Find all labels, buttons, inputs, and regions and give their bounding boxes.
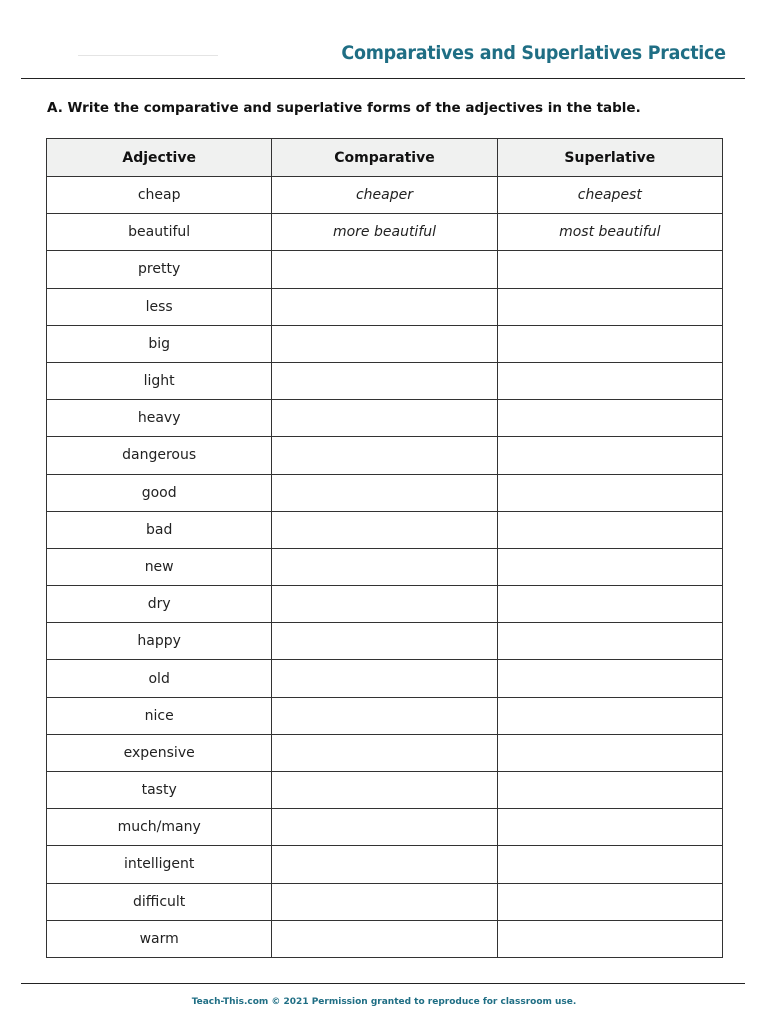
adjective-cell: light [47,362,272,399]
superlative-cell[interactable] [497,660,722,697]
comparative-cell[interactable] [272,920,497,957]
superlative-cell[interactable] [497,772,722,809]
comparative-cell[interactable] [272,325,497,362]
superlative-cell[interactable] [497,697,722,734]
comparative-cell[interactable] [272,586,497,623]
adjective-cell: less [47,288,272,325]
comparative-cell[interactable]: cheaper [272,177,497,214]
superlative-cell[interactable] [497,400,722,437]
table-row [47,920,723,957]
superlative-cell[interactable] [497,846,722,883]
adjective-cell: beautiful [47,214,272,251]
superlative-cell[interactable] [497,548,722,585]
superlative-cell[interactable] [497,325,722,362]
table-header-row [47,139,723,177]
adjective-cell: big [47,325,272,362]
superlative-cell[interactable] [497,883,722,920]
table-row [47,437,723,474]
column-header-adjective: Adjective [47,139,272,177]
logo-placeholder [78,55,218,56]
superlative-cell[interactable] [497,586,722,623]
superlative-cell[interactable] [497,809,722,846]
table-body [47,177,723,958]
adjective-cell: pretty [47,251,272,288]
adjective-cell: cheap [47,177,272,214]
comparative-cell[interactable] [272,548,497,585]
adjective-cell: expensive [47,734,272,771]
table-row [47,883,723,920]
exercise-instruction: A. Write the comparative and superlative forms of the adjectives in the table. [47,100,641,116]
footer-copyright: Teach-This.com © 2021 Permission granted to reproduce for classroom use. [191,997,577,1007]
adjective-cell: difficult [47,883,272,920]
table-row [47,772,723,809]
adjective-cell: warm [47,920,272,957]
table-row [47,177,723,214]
table-row [47,846,723,883]
adjective-cell: heavy [47,400,272,437]
adjective-cell: happy [47,623,272,660]
adjective-cell: old [47,660,272,697]
adjective-table [46,138,723,958]
comparative-cell[interactable] [272,772,497,809]
table-row [47,511,723,548]
column-header-comparative: Comparative [272,139,497,177]
table-row [47,251,723,288]
comparative-cell[interactable] [272,474,497,511]
comparative-cell[interactable] [272,288,497,325]
adjective-cell: nice [47,697,272,734]
adjective-cell: good [47,474,272,511]
table-row [47,660,723,697]
table-row [47,697,723,734]
adjective-cell: much/many [47,809,272,846]
table-row [47,400,723,437]
comparative-cell[interactable] [272,697,497,734]
comparative-cell[interactable] [272,437,497,474]
superlative-cell[interactable] [497,734,722,771]
page-title: Comparatives and Superlatives Practice [341,42,726,64]
table-row [47,288,723,325]
table-row [47,362,723,399]
comparative-cell[interactable] [272,511,497,548]
comparative-cell[interactable] [272,362,497,399]
comparative-cell[interactable]: more beautiful [272,214,497,251]
comparative-cell[interactable] [272,846,497,883]
adjective-cell: dry [47,586,272,623]
table-row [47,325,723,362]
comparative-cell[interactable] [272,400,497,437]
table-row [47,734,723,771]
superlative-cell[interactable]: cheapest [497,177,722,214]
footer-divider [21,983,745,984]
comparative-cell[interactable] [272,809,497,846]
comparative-cell[interactable] [272,883,497,920]
superlative-cell[interactable]: most beautiful [497,214,722,251]
column-header-superlative: Superlative [497,139,722,177]
superlative-cell[interactable] [497,288,722,325]
table-row [47,214,723,251]
adjective-cell: dangerous [47,437,272,474]
comparative-cell[interactable] [272,660,497,697]
superlative-cell[interactable] [497,474,722,511]
superlative-cell[interactable] [497,437,722,474]
superlative-cell[interactable] [497,623,722,660]
table-row [47,474,723,511]
table-row [47,623,723,660]
comparative-cell[interactable] [272,734,497,771]
comparative-cell[interactable] [272,623,497,660]
table-row [47,586,723,623]
adjective-cell: new [47,548,272,585]
superlative-cell[interactable] [497,251,722,288]
superlative-cell[interactable] [497,511,722,548]
superlative-cell[interactable] [497,920,722,957]
adjective-cell: intelligent [47,846,272,883]
adjective-cell: tasty [47,772,272,809]
comparative-cell[interactable] [272,251,497,288]
table-row [47,809,723,846]
table-row [47,548,723,585]
adjective-cell: bad [47,511,272,548]
superlative-cell[interactable] [497,362,722,399]
header-divider [21,78,745,79]
